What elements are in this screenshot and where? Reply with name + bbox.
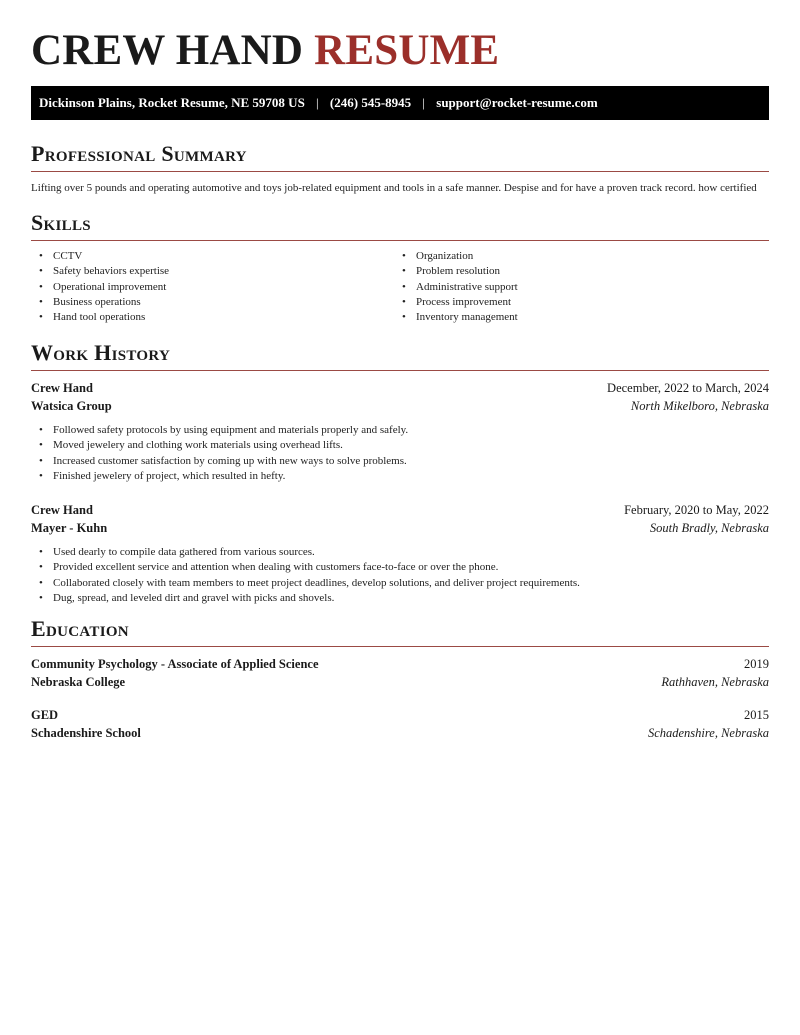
education-school-row xyxy=(31,724,769,742)
skill-item: • Problem resolution xyxy=(394,264,518,279)
section-divider xyxy=(31,171,769,172)
job-header-row xyxy=(31,379,769,397)
skill-item: • Business operations xyxy=(31,295,169,310)
contact-separator: | xyxy=(422,95,426,110)
contact-email[interactable]: support@rocket-resume.com xyxy=(436,95,598,110)
job-role: Crew Hand xyxy=(31,381,93,395)
job-duty: • Collaborated closely with team members to meet project deadlines, develop solutions, and deliver project requirements. xyxy=(31,576,769,591)
job-dates: February, 2020 to May, 2022 xyxy=(624,503,769,518)
skill-item: • Hand tool operations xyxy=(31,310,169,325)
skills-list-right xyxy=(394,249,518,325)
section-divider xyxy=(31,646,769,647)
job-duty: • Dug, spread, and leveled dirt and gravel with picks and shovels. xyxy=(31,591,769,606)
title-name: CREW HAND xyxy=(31,27,304,74)
contact-phone[interactable]: (246) 545-8945 xyxy=(329,95,412,110)
contact-address: Dickinson Plains, Rocket Resume, NE 59708 US xyxy=(39,95,305,110)
skill-item: • Inventory management xyxy=(394,310,518,325)
job-duty: • Moved jewelery and clothing work materials using overhead lifts. xyxy=(31,438,769,453)
section-title-education: Education xyxy=(31,616,129,641)
contact-separator: | xyxy=(316,95,319,110)
job-entry xyxy=(31,379,769,484)
section-divider xyxy=(31,240,769,241)
job-duties-list xyxy=(31,545,769,606)
job-company-row xyxy=(31,519,769,537)
job-company-row xyxy=(31,397,769,415)
job-location: South Bradly, Nebraska xyxy=(649,521,769,536)
resume-title xyxy=(31,26,499,76)
education-degree: GED xyxy=(31,708,59,722)
education-school-row xyxy=(31,673,769,691)
education-entry xyxy=(31,655,769,691)
summary-text: Lifting over 5 pounds and operating automotive and toys job-related equipment and tools in a safe manner. Despise and for have a proven track record. how certified xyxy=(31,182,757,194)
job-duty: • Finished jewelery of project, which resulted in hefty. xyxy=(31,469,769,484)
job-duty: • Used dearly to compile data gathered from various sources. xyxy=(31,545,769,560)
education-location: Schadenshire, Nebraska xyxy=(647,726,769,740)
title-resume-word: RESUME xyxy=(314,27,500,74)
job-company: Mayer - Kuhn xyxy=(31,521,108,536)
skills-section xyxy=(31,210,769,329)
contact-bar xyxy=(31,86,769,120)
job-entry xyxy=(31,501,769,606)
education-location: Rathhaven, Nebraska xyxy=(661,675,769,689)
job-company: Watsica Group xyxy=(31,399,112,413)
skill-item: • Process improvement xyxy=(394,295,518,310)
education-header-row xyxy=(31,706,769,724)
summary-section xyxy=(31,141,769,195)
job-role: Crew Hand xyxy=(31,503,93,518)
job-duties-list xyxy=(31,423,769,484)
skill-item: • CCTV xyxy=(31,249,169,264)
skill-item: • Administrative support xyxy=(394,280,518,295)
section-title-work-history: Work History xyxy=(31,340,171,365)
skill-item: • Organization xyxy=(394,249,518,264)
job-duty: • Increased customer satisfaction by coming up with new ways to solve problems. xyxy=(31,454,769,469)
skills-columns xyxy=(31,249,769,329)
education-year: 2019 xyxy=(744,657,769,671)
education-degree: Community Psychology - Associate of Applied Science xyxy=(31,657,319,671)
education-section xyxy=(31,616,769,742)
education-year: 2015 xyxy=(744,708,769,722)
job-duty: • Provided excellent service and attention when dealing with customers face-to-face or over the phone. xyxy=(31,560,769,575)
work-history-section xyxy=(31,340,769,606)
section-divider xyxy=(31,370,769,371)
section-title-summary: Professional Summary xyxy=(31,141,247,166)
skill-item: • Operational improvement xyxy=(31,280,169,295)
job-duty: • Followed safety protocols by using equipment and materials properly and safely. xyxy=(31,423,769,438)
education-school: Schadenshire School xyxy=(31,726,141,740)
job-dates: December, 2022 to March, 2024 xyxy=(607,381,769,395)
skills-list-left xyxy=(31,249,169,325)
section-title-skills: Skills xyxy=(31,210,91,235)
skill-item: • Safety behaviors expertise xyxy=(31,264,169,279)
education-entry xyxy=(31,706,769,742)
education-header-row xyxy=(31,655,769,673)
education-school: Nebraska College xyxy=(31,675,126,689)
job-header-row xyxy=(31,501,769,519)
job-location: North Mikelboro, Nebraska xyxy=(630,399,769,413)
